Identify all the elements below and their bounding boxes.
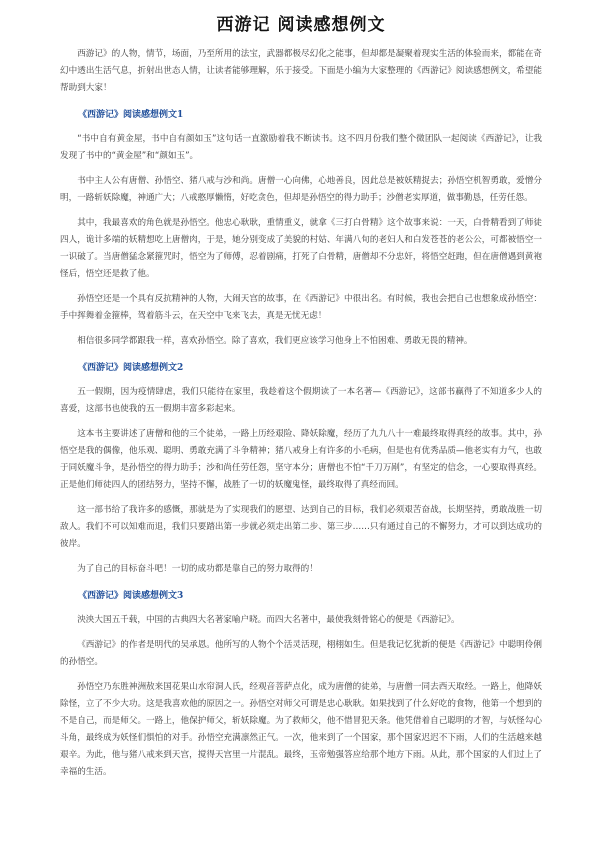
section-heading: 《西游记》阅读感想例文3 <box>78 591 184 601</box>
paragraph: 其中，我最喜欢的角色就是孙悟空。他忠心耿耿，重情重义，就拿《三打白骨精》这个故事来说：一天，白骨精看到了师徒四人，诡计多端的妖精想吃上唐僧肉，于是，她分别变成了美貌的村姑、年满八旬的老妇人和白发苍苍的老公公，可都被悟空一一识破了。当唐僧猛念紧箍咒时，悟空为了师傅，忍着剧痛，打死了白骨精，唐僧却不分忠奸，将悟空赶跑，但在唐僧遇到黄袍怪后，悟空还是救了他。 <box>60 218 542 279</box>
paragraph: 孙悟空还是一个具有反抗精神的人物，大闹天宫的故事，在《西游记》中很出名。有时候，我也会把自己也想象成孙悟空：手中挥舞着金箍棒，驾着筋斗云，在天空中飞来飞去，真是无忧无虑！ <box>60 294 542 321</box>
intro-paragraph: 西游记》的人物，情节，场面，乃至所用的法宝，武器都极尽幻化之能事，但却都是凝聚着现实生活的体验而来，都能在奇幻中透出生活气息，折射出世态人情，让读者能够理解，乐于接受。下面是小编为大家整理的《西游记》阅读感想例文，希望能帮助到大家！ <box>60 49 542 93</box>
paragraph: 相信很多同学都跟我一样，喜欢孙悟空。除了喜欢，我们更应该学习他身上不怕困难、勇敢无畏的精神。 <box>77 336 473 346</box>
paragraph: 书中主人公有唐僧、孙悟空、猪八戒与沙和尚。唐僧一心向佛，心地善良，因此总是被妖精捉去；孙悟空机智勇敢，爱憎分明，一路斩妖除魔，神通广大；八戒憨厚懒惰，好吃贪色，但却是孙悟空的得力助手；沙僧老实厚道，做事勤恳，任劳任怨。 <box>60 176 542 203</box>
paragraph: 五一假期，因为疫情肆虐，我们只能待在家里，我趁着这个假期读了一本名著—《西游记》，这部书赢得了不知道多少人的喜爱，这部书也使我的五一假期丰富多彩起来。 <box>60 387 542 414</box>
page-title: 西游记 阅读感想例文 <box>216 15 386 35</box>
paragraph: 《西游记》的作者是明代的吴承恩。他所写的人物个个活灵活现，栩栩如生。但是我记忆犹新的便是《西游记》中聪明伶俐的孙悟空。 <box>60 640 542 667</box>
section-heading: 《西游记》阅读感想例文1 <box>78 110 184 120</box>
paragraph: “书中自有黄金屋，书中自有颜如玉”这句话一直激励着我不断读书。这不四月份我们整个微团队一起阅读《西游记》，让我发现了书中的“黄金屋”和“颜如玉”。 <box>60 134 542 161</box>
paragraph: 这一部书给了我许多的感慨，那就是为了实现我们的愿望、达到自己的目标，我们必须艰苦奋战，长期坚持，勇敢战胜一切敌人。我们不可以知难而退，我们只要踏出第一步就必须走出第二步、第三步……只有通过自己的不懈努力，才可以到达成功的彼岸。 <box>60 505 542 549</box>
paragraph: 为了自己的目标奋斗吧！一切的成功都是靠自己的努力取得的！ <box>77 564 318 574</box>
section-heading: 《西游记》阅读感想例文2 <box>78 363 184 373</box>
section-2 <box>60 360 542 578</box>
paragraph: 这本书主要讲述了唐僧和他的三个徒弟，一路上历经艰险、降妖除魔，经历了九九八十一难最终取得真经的故事。其中，孙悟空是我的偶像，他乐观、聪明、勇敢充满了斗争精神；猪八戒身上有许多的小毛病，但是也有优秀品质—他老实有力气，也敢于同妖魔斗争，是孙悟空的得力助手；沙和尚任劳任怨，坚守本分；唐僧也不怕“千刀万剐”，有坚定的信念，一心要取得真经。正是他们师徒四人的团结努力，坚持不懈，战胜了一切的妖魔鬼怪，最终取得了真经而回。 <box>60 429 542 490</box>
paragraph: 泱泱大国五千载，中国的古典四大名著家喻户晓。而四大名著中，最使我刻骨铭心的便是《西游记》。 <box>77 615 460 625</box>
section-1 <box>60 107 542 350</box>
section-3 <box>60 588 542 781</box>
document-page <box>60 14 542 789</box>
paragraph: 孙悟空乃东胜神洲敖来国花果山水帘洞人氏，经观音菩萨点化，成为唐僧的徒弟，与唐僧一同去西天取经。一路上，他降妖除怪，立了不少大功。这是我喜欢他的原因之一。孙悟空对师父可谓是忠心耿耿。如果找到了什么好吃的食物，他第一个想到的不是自己，而是师父。一路上，他保护师父，斩妖除魔。为了救师父，他不惜冒犯天条。他凭借着自己聪明的才智，与妖怪勾心斗角，最终成为妖怪们惧怕的对手。孙悟空充满凛然正气。一次，他来到了一个国家，那个国家迟迟不下雨，人们的生活越来越艰辛。为此，他与猪八戒来到天宫，搅得天宫里一片混乱。最终，玉帝勉强答应给那个地方下雨。从此，那个国家的人们过上了幸福的生活。 <box>60 682 542 777</box>
